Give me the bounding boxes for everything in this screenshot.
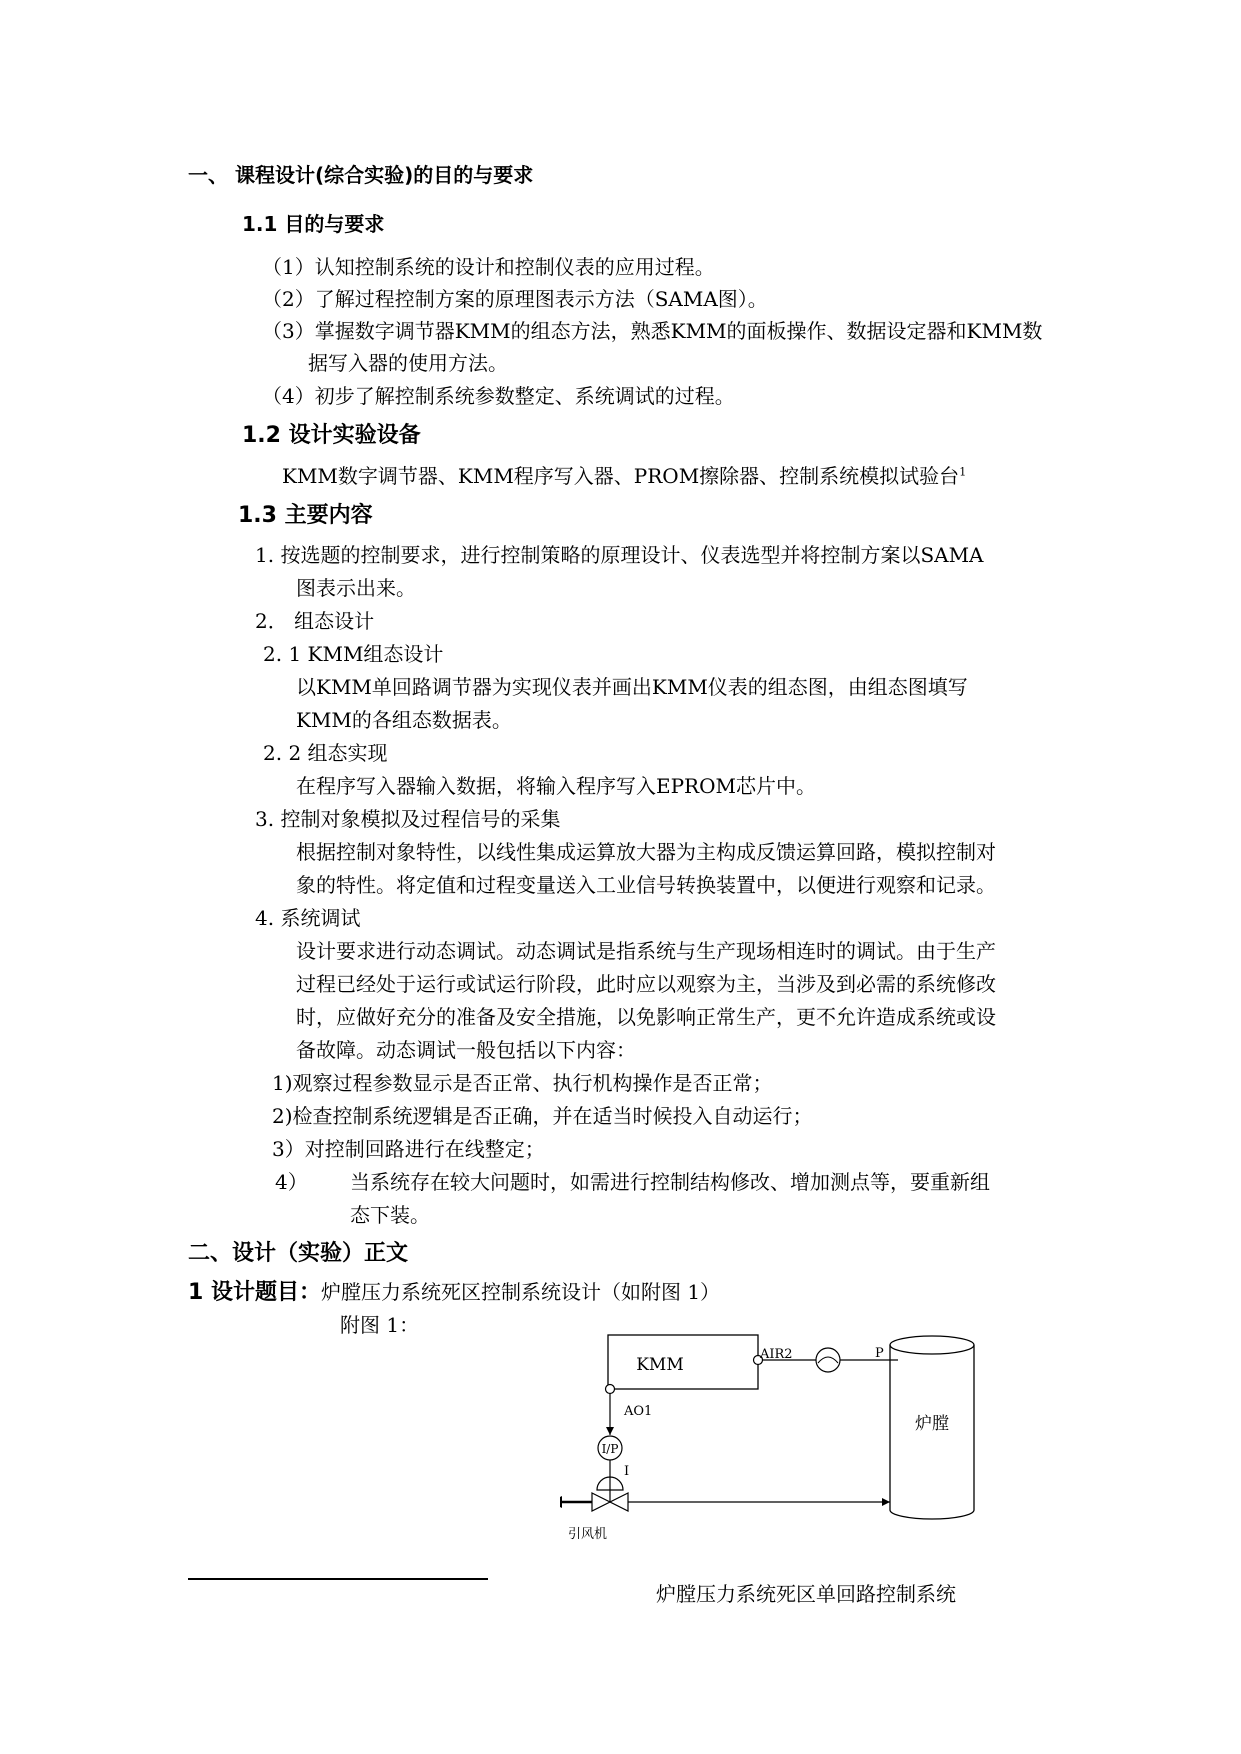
ip-label: I/P — [601, 1442, 619, 1456]
p-label: P — [875, 1346, 884, 1361]
list-item: （2）了解过程控制方案的原理图表示方法（SAMA图）。 — [262, 287, 768, 311]
content-line: 设计要求进行动态调试。动态调试是指系统与生产现场相连时的调试。由于生产 — [296, 939, 996, 963]
section-1-2-title: 1.2 设计实验设备 — [242, 423, 421, 448]
equipment-text: KMM数字调节器、KMM程序写入器、PROM擦除器、控制系统模拟试验台 — [282, 464, 960, 488]
list-item: （1）认知控制系统的设计和控制仪表的应用过程。 — [262, 255, 715, 279]
design-topic — [188, 1282, 720, 1304]
content-line: 以KMM单回路调节器为实现仪表并画出KMM仪表的组态图，由组态图填写 — [296, 675, 968, 699]
content-line: 1)观察过程参数显示是否正常、执行机构操作是否正常； — [272, 1071, 773, 1095]
content-line: 图表示出来。 — [296, 576, 416, 600]
section-1-3-title: 1.3 主要内容 — [238, 503, 373, 528]
list-item: （4）初步了解控制系统参数整定、系统调试的过程。 — [262, 384, 735, 408]
content-line: 2. 1 KMM组态设计 — [263, 642, 444, 666]
footnote-separator — [188, 1578, 488, 1580]
content-line: 4. 系统调试 — [255, 906, 361, 930]
content-line: 备故障。动态调试一般包括以下内容： — [296, 1038, 636, 1062]
content-line: 态下装。 — [350, 1203, 430, 1227]
content-line: 2. 2 组态实现 — [263, 741, 388, 765]
content-line: 3）对控制回路进行在线整定； — [272, 1137, 545, 1161]
content-line: 1. 按选题的控制要求，进行控制策略的原理设计、仪表选型并将控制方案以SAMA — [255, 543, 984, 567]
pressure-transmitter — [816, 1348, 840, 1372]
figure-label: 附图 1： — [340, 1313, 420, 1337]
content-line: 过程已经处于运行或试运行阶段，此时应以观察为主，当涉及到必需的系统修改 — [296, 972, 996, 996]
content-line: 3. 控制对象模拟及过程信号的采集 — [255, 807, 561, 831]
footnote-mark: 1 — [959, 465, 967, 479]
content-line: 象的特性。将定值和过程变量送入工业信号转换装置中，以便进行观察和记录。 — [296, 873, 996, 897]
content-line: 在程序写入器输入数据，将输入程序写入EPROM芯片中。 — [296, 774, 816, 798]
section-1-title: 一、 课程设计(综合实验)的目的与要求 — [188, 163, 534, 187]
list-item: 据写入器的使用方法。 — [308, 351, 508, 375]
air2-label: AIR2 — [760, 1347, 793, 1362]
design-topic-label: 1 设计题目： — [188, 1280, 321, 1305]
ao1-label: AO1 — [624, 1404, 653, 1419]
equipment-list — [282, 466, 966, 486]
ao1-port — [606, 1385, 615, 1394]
control-valve — [592, 1493, 610, 1511]
section-1-1-title: 1.1 目的与要求 — [242, 212, 385, 236]
content-line: 时，应做好充分的准备及安全措施，以免影响正常生产，更不允许造成系统或设 — [296, 1005, 996, 1029]
section-2-title: 二、设计（实验）正文 — [188, 1241, 409, 1266]
content-line: 2． 组态设计 — [255, 609, 375, 633]
content-line: 2)检查控制系统逻辑是否正确，并在适当时候投入自动运行； — [272, 1104, 813, 1128]
i-label: I — [624, 1464, 630, 1479]
content-line: KMM的各组态数据表。 — [296, 708, 512, 732]
list-item: （3）掌握数字调节器KMM的组态方法，熟悉KMM的面板操作、数据设定器和KMM数 — [262, 319, 1043, 343]
kmm-label: KMM — [636, 1355, 684, 1375]
content-line: 4） — [275, 1170, 308, 1194]
content-line: 根据控制对象特性，以线性集成运算放大器为主构成反馈运算回路，模拟控制对 — [296, 840, 996, 864]
furnace-label: 炉膛 — [915, 1414, 949, 1434]
furnace-pressure-diagram — [560, 1325, 1040, 1550]
figure-caption: 炉膛压力系统死区单回路控制系统 — [656, 1582, 956, 1606]
design-topic-text: 炉膛压力系统死区控制系统设计（如附图 1） — [320, 1280, 721, 1304]
fan-label: 引风机 — [568, 1527, 608, 1542]
content-line: 当系统存在较大问题时，如需进行控制结构修改、增加测点等，要重新组 — [350, 1170, 990, 1194]
